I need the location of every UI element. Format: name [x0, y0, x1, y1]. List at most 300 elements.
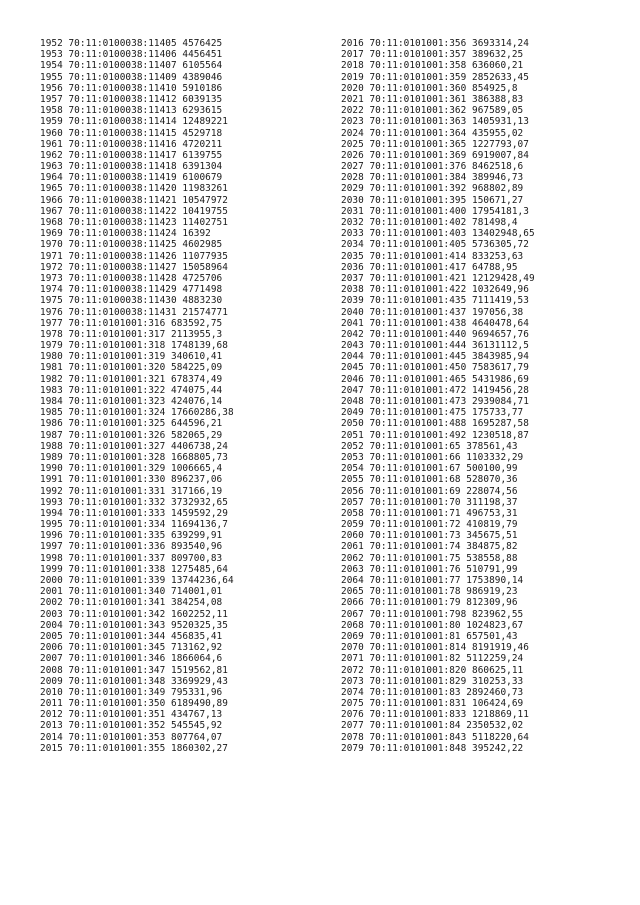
record-line	[40, 418, 234, 429]
cadastral-value: 4725706	[182, 272, 223, 284]
row-number: 2000	[40, 575, 63, 586]
cadastral-value: 384254,08	[171, 597, 223, 609]
row-number: 2039	[341, 295, 364, 307]
cadastral-number: 70:11:0101001:348	[68, 675, 166, 687]
record-line	[40, 653, 234, 664]
cadastral-number: 70:11:0100038:11422	[68, 205, 177, 217]
row-number: 2013	[40, 720, 63, 732]
row-number: 2008	[40, 664, 63, 676]
row-number: 1970	[40, 239, 63, 251]
row-number: 2043	[341, 340, 364, 352]
cadastral-value: 21574771	[182, 306, 228, 318]
cadastral-number: 70:11:0100038:11423	[68, 217, 177, 228]
record-line	[341, 116, 535, 127]
cadastral-number: 70:11:0101001:83	[369, 686, 461, 698]
row-number: 2018	[341, 60, 364, 72]
record-line	[341, 340, 535, 351]
cadastral-value: 1860302,27	[171, 742, 228, 754]
cadastral-value: 2852633,45	[472, 71, 529, 83]
row-number: 2025	[341, 138, 364, 150]
cadastral-number: 70:11:0101001:421	[369, 272, 467, 284]
cadastral-number: 70:11:0101001:351	[68, 709, 166, 721]
record-line	[40, 94, 234, 105]
cadastral-number: 70:11:0101001:831	[369, 698, 467, 710]
row-number: 2056	[341, 485, 364, 497]
row-number: 2073	[341, 675, 364, 687]
record-line	[40, 631, 234, 642]
cadastral-number: 70:11:0100038:11431	[68, 306, 177, 318]
cadastral-number: 70:11:0100038:11417	[68, 149, 177, 161]
cadastral-value: 3369929,43	[171, 675, 228, 687]
cadastral-value: 6100679	[182, 172, 223, 184]
record-line	[40, 228, 234, 239]
cadastral-number: 70:11:0101001:349	[68, 686, 166, 698]
cadastral-number: 70:11:0101001:345	[68, 642, 166, 654]
cadastral-value: 795331,96	[171, 686, 223, 698]
record-line	[40, 128, 234, 139]
row-number: 2038	[341, 284, 364, 296]
cadastral-number: 70:11:0101001:450	[369, 362, 467, 374]
record-line	[40, 251, 234, 262]
record-line	[40, 463, 234, 474]
record-line	[40, 698, 234, 709]
cadastral-value: 833253,63	[472, 250, 524, 262]
row-number: 1991	[40, 474, 63, 486]
record-line	[40, 83, 234, 94]
row-number: 1958	[40, 105, 63, 117]
record-line	[341, 195, 535, 206]
cadastral-number: 70:11:0100038:11430	[68, 295, 177, 307]
record-line	[341, 743, 535, 754]
row-number: 1965	[40, 183, 63, 195]
row-number: 2024	[341, 127, 364, 139]
cadastral-value: 4406738,24	[171, 440, 228, 452]
row-number: 2009	[40, 675, 63, 687]
record-line	[341, 530, 535, 541]
cadastral-value: 389946,73	[472, 172, 524, 184]
record-line	[40, 687, 234, 698]
cadastral-value: 8462518,6	[472, 161, 524, 173]
record-line	[341, 463, 535, 474]
row-number: 2064	[341, 575, 364, 586]
cadastral-value: 4576425	[182, 38, 223, 49]
cadastral-value: 6391304	[182, 161, 223, 173]
cadastral-value: 639299,91	[171, 530, 223, 542]
cadastral-value: 2939084,71	[472, 396, 529, 407]
row-number: 1963	[40, 161, 63, 173]
cadastral-value: 13744236,64	[171, 575, 234, 586]
row-number: 2032	[341, 217, 364, 228]
cadastral-number: 70:11:0101001:440	[369, 328, 467, 340]
row-number: 1999	[40, 563, 63, 575]
cadastral-value: 434767,13	[171, 709, 223, 721]
cadastral-number: 70:11:0101001:73	[369, 530, 461, 542]
cadastral-value: 1024823,67	[466, 619, 524, 631]
row-number: 2070	[341, 642, 364, 654]
record-line	[40, 183, 234, 194]
record-line	[40, 665, 234, 676]
record-line	[341, 541, 535, 552]
cadastral-number: 70:11:0100038:11427	[68, 261, 177, 273]
row-number: 1971	[40, 250, 63, 262]
cadastral-value: 12489221	[182, 116, 228, 128]
cadastral-value: 1519562,81	[171, 664, 228, 676]
cadastral-number: 70:11:0101001:355	[68, 742, 166, 754]
row-number: 2022	[341, 105, 364, 117]
cadastral-number: 70:11:0101001:66	[369, 451, 461, 463]
cadastral-number: 70:11:0101001:325	[68, 418, 166, 430]
record-line	[341, 575, 535, 586]
cadastral-number: 70:11:0101001:814	[369, 642, 467, 654]
cadastral-value: 11402751	[182, 217, 228, 228]
record-line	[40, 262, 234, 273]
row-number: 2005	[40, 630, 63, 642]
row-number: 2004	[40, 619, 63, 631]
row-number: 2077	[341, 720, 364, 732]
record-line	[40, 497, 234, 508]
cadastral-value: 10547972	[182, 194, 228, 206]
record-line	[40, 407, 234, 418]
cadastral-number: 70:11:0101001:356	[369, 38, 467, 49]
cadastral-number: 70:11:0101001:357	[369, 49, 467, 61]
cadastral-number: 70:11:0101001:365	[369, 138, 467, 150]
row-number: 1997	[40, 541, 63, 553]
cadastral-value: 809700,83	[171, 552, 223, 564]
cadastral-number: 70:11:0101001:320	[68, 362, 166, 374]
record-line	[341, 262, 535, 273]
cadastral-value: 1753890,14	[466, 575, 524, 586]
cadastral-value: 860625,11	[472, 664, 524, 676]
record-line	[40, 396, 234, 407]
cadastral-number: 70:11:0100038:11420	[68, 183, 177, 195]
record-line	[40, 217, 234, 228]
cadastral-number: 70:11:0101001:492	[369, 429, 467, 441]
row-number: 1986	[40, 418, 63, 430]
cadastral-value: 538558,88	[466, 552, 518, 564]
cadastral-value: 1459592,29	[171, 507, 228, 519]
row-number: 1973	[40, 272, 63, 284]
row-number: 2052	[341, 440, 364, 452]
cadastral-number: 70:11:0101001:400	[369, 205, 467, 217]
cadastral-value: 1748139,68	[171, 340, 228, 352]
cadastral-number: 70:11:0100038:11415	[68, 127, 177, 139]
row-number: 2035	[341, 250, 364, 262]
row-number: 1957	[40, 93, 63, 105]
row-number: 1955	[40, 71, 63, 83]
row-number: 2019	[341, 71, 364, 83]
cadastral-value: 4883230	[182, 295, 223, 307]
cadastral-number: 70:11:0101001:322	[68, 384, 166, 396]
row-number: 1964	[40, 172, 63, 184]
record-line	[40, 452, 234, 463]
record-line	[40, 72, 234, 83]
record-line	[341, 564, 535, 575]
row-number: 2044	[341, 351, 364, 363]
cadastral-number: 70:11:0101001:444	[369, 340, 467, 352]
cadastral-number: 70:11:0101001:74	[369, 541, 461, 553]
cadastral-value: 582065,29	[171, 429, 223, 441]
record-line	[341, 228, 535, 239]
cadastral-value: 11983261	[182, 183, 228, 195]
row-number: 1959	[40, 116, 63, 128]
row-number: 2026	[341, 149, 364, 161]
cadastral-number: 70:11:0100038:11418	[68, 161, 177, 173]
record-line	[40, 541, 234, 552]
cadastral-number: 70:11:0101001:422	[369, 284, 467, 296]
cadastral-number: 70:11:0101001:331	[68, 485, 166, 497]
cadastral-value: 854925,8	[472, 82, 518, 94]
cadastral-number: 70:11:0101001:321	[68, 373, 166, 385]
record-line	[40, 195, 234, 206]
record-line	[40, 340, 234, 351]
record-line	[40, 642, 234, 653]
cadastral-number: 70:11:0101001:361	[369, 93, 467, 105]
record-line	[341, 586, 535, 597]
record-line	[341, 653, 535, 664]
cadastral-number: 70:11:0101001:324	[68, 407, 166, 419]
row-number: 2012	[40, 709, 63, 721]
row-number: 2066	[341, 597, 364, 609]
row-number: 2033	[341, 228, 364, 240]
record-line	[341, 183, 535, 194]
cadastral-number: 70:11:0101001:65	[369, 440, 461, 452]
cadastral-value: 1866064,6	[171, 653, 223, 665]
cadastral-number: 70:11:0101001:343	[68, 619, 166, 631]
row-number: 1977	[40, 317, 63, 329]
cadastral-number: 70:11:0101001:334	[68, 519, 166, 531]
row-number: 2030	[341, 194, 364, 206]
cadastral-value: 4529718	[182, 127, 223, 139]
row-number: 1962	[40, 149, 63, 161]
cadastral-number: 70:11:0101001:358	[369, 60, 467, 72]
row-number: 1982	[40, 373, 63, 385]
record-line	[40, 508, 234, 519]
record-line	[341, 642, 535, 653]
cadastral-value: 311198,37	[466, 496, 518, 508]
row-number: 2029	[341, 183, 364, 195]
record-line	[341, 351, 535, 362]
cadastral-value: 1668805,73	[171, 451, 228, 463]
cadastral-value: 2113955,3	[171, 328, 223, 340]
record-line	[341, 609, 535, 620]
cadastral-value: 968802,89	[472, 183, 524, 195]
record-line	[341, 452, 535, 463]
cadastral-value: 378561,43	[466, 440, 518, 452]
record-line	[341, 385, 535, 396]
row-number: 1967	[40, 205, 63, 217]
cadastral-value: 7583617,79	[472, 362, 529, 374]
cadastral-number: 70:11:0101001:833	[369, 709, 467, 721]
cadastral-value: 106424,69	[472, 698, 524, 710]
cadastral-number: 70:11:0101001:829	[369, 675, 467, 687]
cadastral-value: 683592,75	[171, 317, 223, 329]
cadastral-value: 812309,96	[466, 597, 518, 609]
cadastral-number: 70:11:0101001:402	[369, 217, 467, 228]
row-number: 2015	[40, 742, 63, 754]
row-number: 2010	[40, 686, 63, 698]
record-line	[341, 239, 535, 250]
cadastral-number: 70:11:0100038:11425	[68, 239, 177, 251]
record-line	[40, 575, 234, 586]
cadastral-number: 70:11:0101001:395	[369, 194, 467, 206]
cadastral-value: 896237,06	[171, 474, 223, 486]
record-line	[40, 49, 234, 60]
record-line	[341, 329, 535, 340]
row-number: 2072	[341, 664, 364, 676]
cadastral-value: 150671,27	[472, 194, 524, 206]
cadastral-value: 6919007,84	[472, 149, 529, 161]
cadastral-number: 70:11:0100038:11419	[68, 172, 177, 184]
cadastral-number: 70:11:0101001:488	[369, 418, 467, 430]
row-number: 2037	[341, 272, 364, 284]
row-number: 2074	[341, 686, 364, 698]
cadastral-value: 9694657,76	[472, 328, 529, 340]
cadastral-value: 4602985	[182, 239, 223, 251]
cadastral-value: 823962,55	[472, 608, 524, 620]
cadastral-number: 70:11:0101001:362	[369, 105, 467, 117]
record-line	[40, 172, 234, 183]
row-number: 2028	[341, 172, 364, 184]
cadastral-number: 70:11:0101001:75	[369, 552, 461, 564]
record-line	[341, 631, 535, 642]
cadastral-value: 5736305,72	[472, 239, 529, 251]
cadastral-number: 70:11:0101001:438	[369, 317, 467, 329]
row-number: 1993	[40, 496, 63, 508]
row-number: 1978	[40, 328, 63, 340]
cadastral-value: 5910186	[182, 82, 223, 94]
cadastral-value: 389632,25	[472, 49, 524, 61]
record-line	[341, 486, 535, 497]
cadastral-value: 967589,05	[472, 105, 524, 117]
cadastral-number: 70:11:0101001:843	[369, 731, 467, 743]
row-number: 2031	[341, 205, 364, 217]
cadastral-value: 435955,02	[472, 127, 524, 139]
record-line	[341, 709, 535, 720]
record-line	[341, 217, 535, 228]
record-line	[40, 743, 234, 754]
record-line	[341, 105, 535, 116]
row-number: 2075	[341, 698, 364, 710]
cadastral-value: 345675,51	[466, 530, 518, 542]
cadastral-value: 317166,19	[171, 485, 223, 497]
row-number: 1992	[40, 485, 63, 497]
cadastral-value: 384875,82	[466, 541, 518, 553]
record-line	[341, 273, 535, 284]
row-number: 2036	[341, 261, 364, 273]
cadastral-number: 70:11:0101001:475	[369, 407, 467, 419]
cadastral-number: 70:11:0100038:11407	[68, 60, 177, 72]
record-line	[40, 385, 234, 396]
cadastral-value: 2350532,02	[466, 720, 524, 732]
cadastral-number: 70:11:0101001:326	[68, 429, 166, 441]
cadastral-value: 4720211	[182, 138, 223, 150]
right-column	[341, 38, 535, 754]
record-line	[40, 709, 234, 720]
record-line	[341, 620, 535, 631]
record-line	[40, 60, 234, 71]
row-number: 1969	[40, 228, 63, 240]
record-line	[40, 139, 234, 150]
cadastral-value: 6105564	[182, 60, 223, 72]
row-number: 1983	[40, 384, 63, 396]
cadastral-number: 70:11:0101001:403	[369, 228, 467, 240]
cadastral-value: 6039135	[182, 93, 223, 105]
record-line	[40, 519, 234, 530]
cadastral-number: 70:11:0100038:11416	[68, 138, 177, 150]
cadastral-number: 70:11:0101001:445	[369, 351, 467, 363]
cadastral-value: 678374,49	[171, 373, 223, 385]
row-number: 2063	[341, 563, 364, 575]
row-number: 1980	[40, 351, 63, 363]
record-line	[341, 665, 535, 676]
cadastral-number: 70:11:0101001:329	[68, 463, 166, 475]
row-number: 2051	[341, 429, 364, 441]
row-number: 2057	[341, 496, 364, 508]
cadastral-value: 175733,77	[472, 407, 524, 419]
cadastral-value: 986919,23	[466, 586, 518, 598]
cadastral-value: 8191919,46	[472, 642, 529, 654]
record-line	[40, 307, 234, 318]
record-line	[40, 38, 234, 49]
record-line	[341, 150, 535, 161]
cadastral-value: 410819,79	[466, 519, 518, 531]
row-number: 2020	[341, 82, 364, 94]
record-line	[40, 676, 234, 687]
record-line	[40, 206, 234, 217]
record-line	[40, 486, 234, 497]
cadastral-number: 70:11:0101001:363	[369, 116, 467, 128]
row-number: 2046	[341, 373, 364, 385]
record-line	[40, 116, 234, 127]
cadastral-value: 1227793,07	[472, 138, 529, 150]
record-line	[40, 720, 234, 731]
row-number: 2034	[341, 239, 364, 251]
row-number: 2048	[341, 396, 364, 407]
record-line	[40, 620, 234, 631]
record-line	[341, 407, 535, 418]
cadastral-number: 70:11:0101001:340	[68, 586, 166, 598]
record-line	[341, 161, 535, 172]
record-line	[40, 597, 234, 608]
cadastral-number: 70:11:0101001:80	[369, 619, 461, 631]
record-line	[40, 441, 234, 452]
cadastral-value: 781498,4	[472, 217, 518, 228]
row-number: 1998	[40, 552, 63, 564]
cadastral-value: 6189490,89	[171, 698, 228, 710]
cadastral-number: 70:11:0101001:338	[68, 563, 166, 575]
cadastral-value: 395242,22	[472, 742, 524, 754]
record-line	[341, 676, 535, 687]
record-line	[40, 150, 234, 161]
record-line	[341, 284, 535, 295]
cadastral-value: 584225,09	[171, 362, 223, 374]
cadastral-number: 70:11:0101001:352	[68, 720, 166, 732]
cadastral-value: 1405931,13	[472, 116, 529, 128]
record-line	[341, 60, 535, 71]
cadastral-number: 70:11:0101001:465	[369, 373, 467, 385]
record-line	[341, 362, 535, 373]
cadastral-number: 70:11:0101001:392	[369, 183, 467, 195]
cadastral-value: 1419456,28	[472, 384, 529, 396]
cadastral-number: 70:11:0100038:11421	[68, 194, 177, 206]
record-line	[341, 430, 535, 441]
record-line	[40, 318, 234, 329]
record-line	[341, 597, 535, 608]
cadastral-value: 12129428,49	[472, 272, 535, 284]
cadastral-value: 893540,96	[171, 541, 223, 553]
record-line	[341, 128, 535, 139]
cadastral-value: 11694136,7	[171, 519, 228, 531]
